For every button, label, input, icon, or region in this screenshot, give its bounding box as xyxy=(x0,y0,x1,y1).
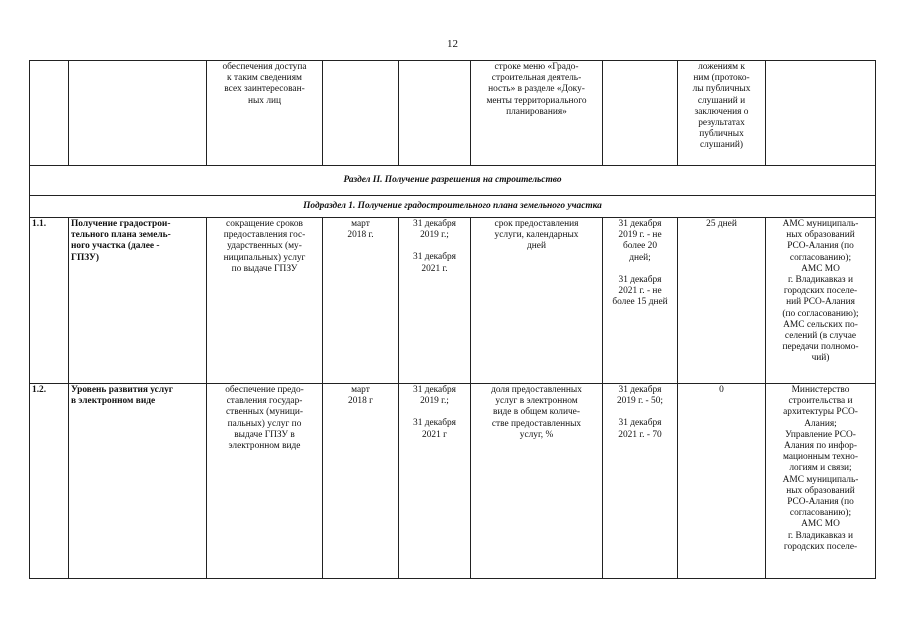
measure-goal xyxy=(207,384,323,579)
text-line: дней xyxy=(527,241,546,252)
text-line: согласованию); xyxy=(789,508,852,519)
text-line: 31 декабря xyxy=(413,418,456,429)
text-line: пальных) услуг по xyxy=(227,418,302,429)
text-line: более 20 xyxy=(622,241,658,252)
text-line: ниципальных) услуг xyxy=(223,252,306,263)
text-line: услуги, календарных xyxy=(494,230,579,241)
text-line: заключения о xyxy=(694,106,749,117)
text-line: срок предоставления xyxy=(494,219,579,229)
text-line: стве предоставленных xyxy=(491,418,582,429)
text-line: обеспечение предо- xyxy=(225,385,304,395)
text-line: архитектуры РСО- xyxy=(783,407,858,418)
measure-name xyxy=(69,384,207,579)
subsection-row xyxy=(30,196,876,218)
cell-current-cont xyxy=(678,61,766,166)
text-line: г. Владикавказ и xyxy=(788,530,853,541)
text-line: городских поселе- xyxy=(783,541,858,552)
text-line: АМС муниципаль- xyxy=(782,219,859,229)
row-number: 1.2. xyxy=(30,384,69,579)
text-line: услуг в электронном xyxy=(495,396,578,407)
text-line: предоставления гос- xyxy=(223,230,306,241)
text-line: 2021 г xyxy=(422,429,447,440)
text-line: публичных xyxy=(699,129,744,140)
cell-empty xyxy=(323,61,399,166)
text-line: г. Владикавказ и xyxy=(788,275,853,286)
start-date xyxy=(323,384,399,579)
text-line: 2021 г. - не xyxy=(618,286,662,297)
text-line: ственных (муници- xyxy=(225,407,304,418)
text-line: АМС МО xyxy=(801,263,840,274)
text-line: 0 xyxy=(719,385,724,395)
text-line: слушаний и xyxy=(697,95,746,106)
table-row xyxy=(30,218,876,384)
current-value xyxy=(678,218,766,384)
target-value xyxy=(603,218,678,384)
text-line: виде в общем количе- xyxy=(493,407,580,418)
text-line: доля предоставленных xyxy=(491,385,582,395)
text-line: электронном виде xyxy=(228,441,301,452)
text-line: март xyxy=(351,219,370,229)
text-line: 2021 г. - 70 xyxy=(618,429,662,440)
text-line: 31 декабря xyxy=(618,274,662,285)
text-line: услуг, % xyxy=(519,429,554,440)
continuation-row xyxy=(30,61,876,166)
text-line: 2019 г.; xyxy=(420,230,449,241)
cell-empty xyxy=(766,61,876,166)
text-line: ложениям к xyxy=(698,62,745,72)
text-line: 31 декабря xyxy=(618,219,662,229)
target-value xyxy=(603,384,678,579)
text-line: ных образований xyxy=(786,485,855,496)
line-gap xyxy=(401,241,468,252)
measure-goal xyxy=(207,218,323,384)
text-line: строке меню «Градо- xyxy=(494,62,579,72)
text-line: 31 декабря xyxy=(413,385,456,395)
text-line: РСО-Алания (по xyxy=(787,241,854,252)
text-line: (по согласованию); xyxy=(782,308,859,319)
responsible xyxy=(766,384,876,579)
text-line: 31 декабря xyxy=(413,252,456,263)
cell-goal-cont xyxy=(207,61,323,166)
text-line: согласованию); xyxy=(789,252,852,263)
text-line: планирования» xyxy=(506,106,567,117)
text-line: 2019 г. - не xyxy=(618,230,662,241)
text-line: 2019 г.; xyxy=(420,396,449,407)
text-line: более 15 дней xyxy=(612,297,668,308)
measure-name xyxy=(69,218,207,384)
text-line: Управление РСО- xyxy=(785,429,856,440)
text-line: мационным техно- xyxy=(782,452,858,463)
text-line: сокращение сроков xyxy=(226,219,303,229)
subsection-title: Подраздел 1. Получение градостроительного плана земельного участка xyxy=(30,196,876,218)
text-line: логиям и связи; xyxy=(789,463,852,474)
section-row xyxy=(30,166,876,196)
text-line: 2018 г. xyxy=(347,230,374,241)
text-line: РСО-Алания (по xyxy=(787,497,854,508)
end-date xyxy=(399,384,471,579)
line-gap xyxy=(605,407,675,418)
text-line: 31 декабря xyxy=(413,219,456,229)
text-line: ударственных (му- xyxy=(227,241,302,252)
text-line: 2021 г. xyxy=(421,263,448,274)
text-line: к таким сведениям xyxy=(227,73,302,84)
text-line: 31 декабря xyxy=(618,418,662,429)
text-line: ность» в разделе «Доку- xyxy=(488,84,585,95)
cell-empty xyxy=(399,61,471,166)
text-line: строительная деятель- xyxy=(491,73,582,84)
text-line: Алания; xyxy=(804,418,837,429)
text-line: чий) xyxy=(811,353,830,364)
text-line: лы публичных xyxy=(692,84,751,95)
responsible xyxy=(766,218,876,384)
indicator xyxy=(471,218,603,384)
text-line: слушаний) xyxy=(699,140,744,151)
text-line: всех заинтересован- xyxy=(224,84,305,95)
text-line: Алания по инфор- xyxy=(784,441,857,452)
text-line: АМС сельских по- xyxy=(783,319,858,330)
text-line: менты территориального xyxy=(486,95,587,106)
text-line: строительства и xyxy=(788,396,853,407)
text-line: городских поселе- xyxy=(783,286,858,297)
text-line: ГПЗУ) xyxy=(71,252,99,263)
text-line: 2018 г xyxy=(348,396,373,407)
text-line: 2019 г. - 50; xyxy=(616,396,663,407)
text-line: ного участка (далее - xyxy=(71,241,160,252)
text-line: результатах xyxy=(698,118,745,129)
text-line: 25 дней xyxy=(706,219,737,229)
text-line: АМС муниципаль- xyxy=(782,474,859,485)
text-line: селений (в случае xyxy=(784,331,857,342)
text-line: Уровень развития услуг xyxy=(71,385,174,395)
current-value xyxy=(678,384,766,579)
end-date xyxy=(399,218,471,384)
text-line: передачи полномо- xyxy=(782,342,859,353)
table-row xyxy=(30,384,876,579)
text-line: тельного плана земель- xyxy=(71,230,171,241)
text-line: ных образований xyxy=(786,230,855,241)
text-line: ним (протоко- xyxy=(693,73,750,84)
text-line: дней; xyxy=(629,252,651,263)
page-number: 12 xyxy=(447,38,458,50)
text-line: по выдаче ГПЗУ xyxy=(231,263,298,274)
cell-indicator-cont xyxy=(471,61,603,166)
text-line: АМС МО xyxy=(801,519,840,530)
line-gap xyxy=(605,264,675,275)
text-line: март xyxy=(351,385,370,395)
cell-empty xyxy=(30,61,69,166)
text-line: выдаче ГПЗУ в xyxy=(234,429,295,440)
text-line: 31 декабря xyxy=(618,385,662,395)
start-date xyxy=(323,218,399,384)
text-line: обеспечения доступа xyxy=(222,62,307,72)
text-line: Получение градострои- xyxy=(71,219,171,229)
text-line: ных лиц xyxy=(247,95,282,106)
cell-empty xyxy=(69,61,207,166)
text-line: ний РСО-Алания xyxy=(786,297,855,308)
row-number: 1.1. xyxy=(30,218,69,384)
indicator xyxy=(471,384,603,579)
text-line: ставления государ- xyxy=(226,396,303,407)
section-title: Раздел II. Получение разрешения на строительство xyxy=(30,166,876,196)
text-line: в электронном виде xyxy=(71,396,156,407)
measures-table xyxy=(29,60,876,579)
line-gap xyxy=(401,407,468,418)
text-line: Министерство xyxy=(791,385,850,395)
cell-empty xyxy=(603,61,678,166)
